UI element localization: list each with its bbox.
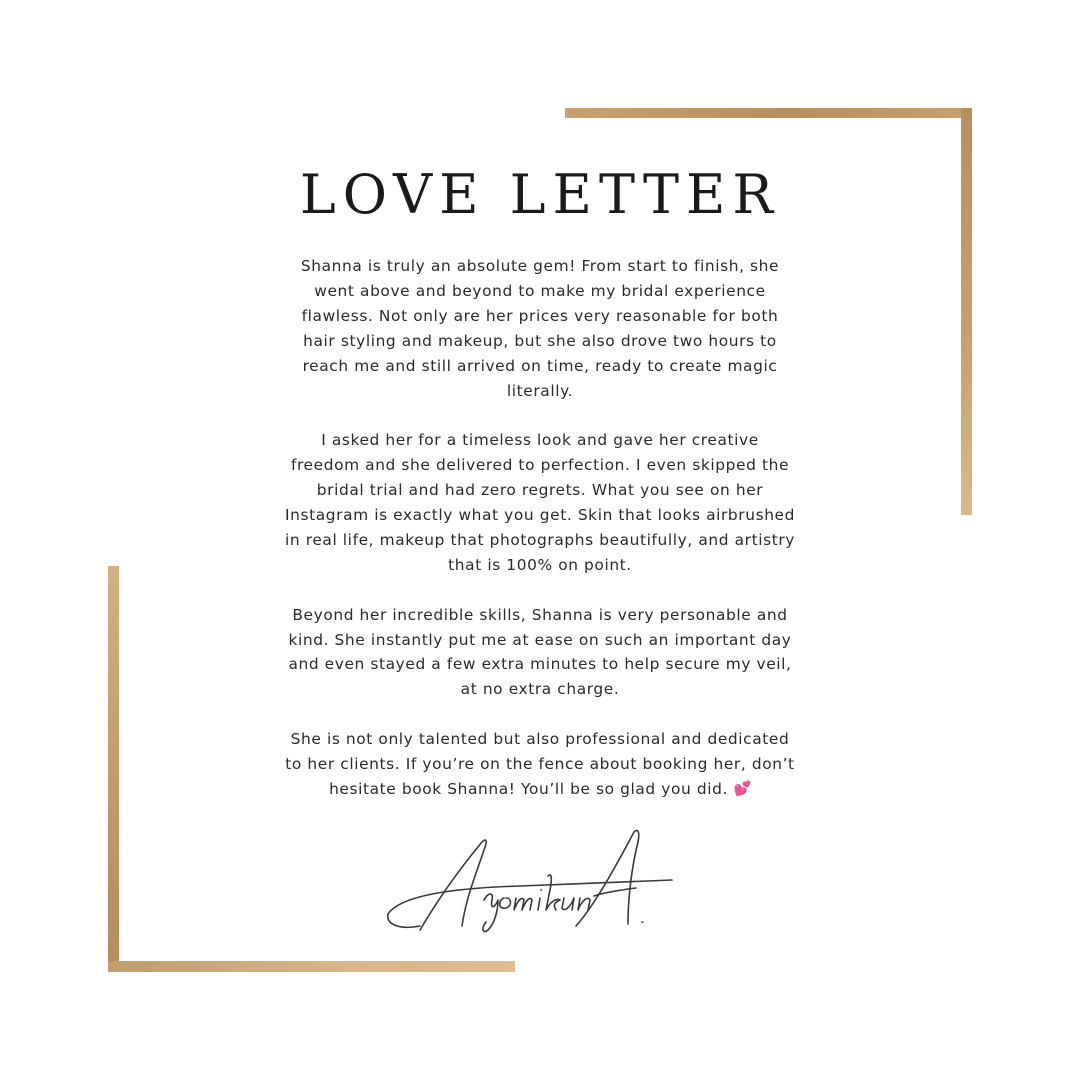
signature [380,826,680,938]
letter-paragraph-3: Beyond her incredible skills, Shanna is very personable and kind. She instantly put me at ease on such an important day and even stayed a few extra minutes to help secure my veil, at no extra charge. [288,605,792,699]
gold-frame-left-edge [108,566,119,972]
letter-paragraph-4-text: She is not only talented but also professional and dedicated to her clients. If you’re on the fence about booking her, don’t hesitate book Shanna! You’ll be so glad you did. [285,730,795,798]
letter-paragraph-4 [285,727,795,802]
gold-frame-top-edge [565,108,972,118]
letter-paragraph-2: I asked her for a timeless look and gave her creative freedom and she delivered to perfection. I even skipped the bridal trial and had zero regrets. What you see on her Instagram is exactly what you get. Skin that looks airbrushed in real life, makeup that photographs beautifully, and artistry that is 100% on point. [285,431,795,574]
page-title: LOVE LETTER [299,163,781,226]
gold-frame-bottom-edge [108,961,515,972]
letter-body [285,254,795,827]
two-hearts-icon: 💕 [733,780,751,797]
letter-paragraph-1: Shanna is truly an absolute gem! From start to finish, she went above and beyond to make my bridal experience flawless. Not only are her prices very reasonable for both hair styling and makeup, but she also drove two hours to reach me and still arrived on time, ready to create magic literally. [300,257,780,400]
